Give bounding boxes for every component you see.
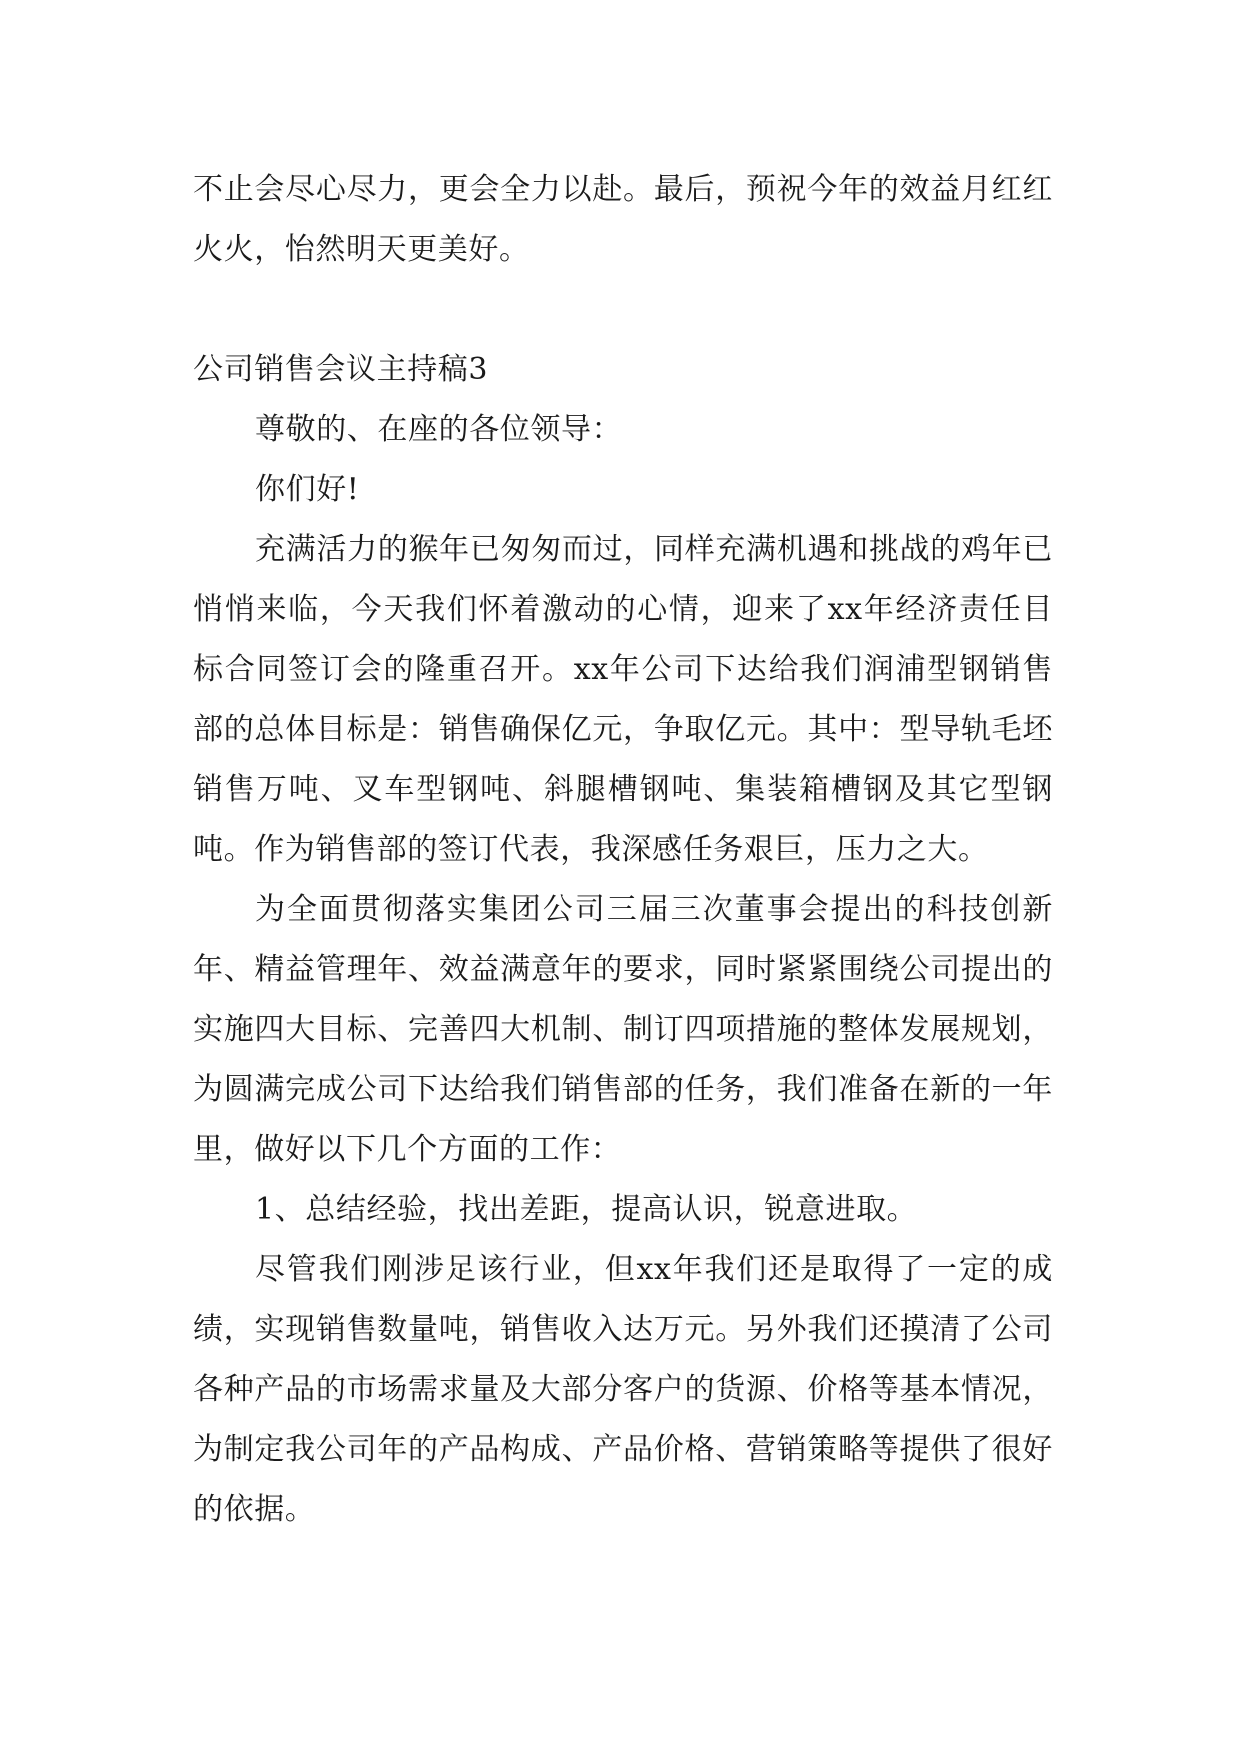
body-paragraph: 尽管我们刚涉足该行业，但xx年我们还是取得了一定的成绩，实现销售数量吨，销售收入达万元。另外我们还摸清了公司各种产品的市场需求量及大部分客户的货源、价格等基本情况，为制定我公司年的产品构成、产品价格、营销策略等提供了很好的依据。 <box>193 1252 1053 1527</box>
body-paragraph: 充满活力的猴年已匆匆而过，同样充满机遇和挑战的鸡年已悄悄来临，今天我们怀着激动的心情，迎来了xx年经济责任目标合同签订会的隆重召开。xx年公司下达给我们润浦型钢销售部的总体目标是：销售确保亿元，争取亿元。其中：型导轨毛坯销售万吨、叉车型钢吨、斜腿槽钢吨、集装箱槽钢及其它型钢吨。作为销售部的签订代表，我深感任务艰巨，压力之大。 <box>193 532 1053 867</box>
continuation-paragraph: 不止会尽心尽力，更会全力以赴。最后，预祝今年的效益月红红火火，怡然明天更美好。 <box>193 172 1053 267</box>
greeting: 你们好! <box>255 472 360 507</box>
salutation: 尊敬的、在座的各位领导： <box>255 412 623 447</box>
document-page <box>193 160 1053 1540</box>
body-paragraph: 为全面贯彻落实集团公司三届三次董事会提出的科技创新年、精益管理年、效益满意年的要求，同时紧紧围绕公司提出的实施四大目标、完善四大机制、制订四项措施的整体发展规划，为圆满完成公司下达给我们销售部的任务，我们准备在新的一年里，做好以下几个方面的工作： <box>193 892 1053 1167</box>
list-item-heading: 1、总结经验，找出差距，提高认识，锐意进取。 <box>255 1192 918 1227</box>
section-title: 公司销售会议主持稿3 <box>193 352 489 387</box>
